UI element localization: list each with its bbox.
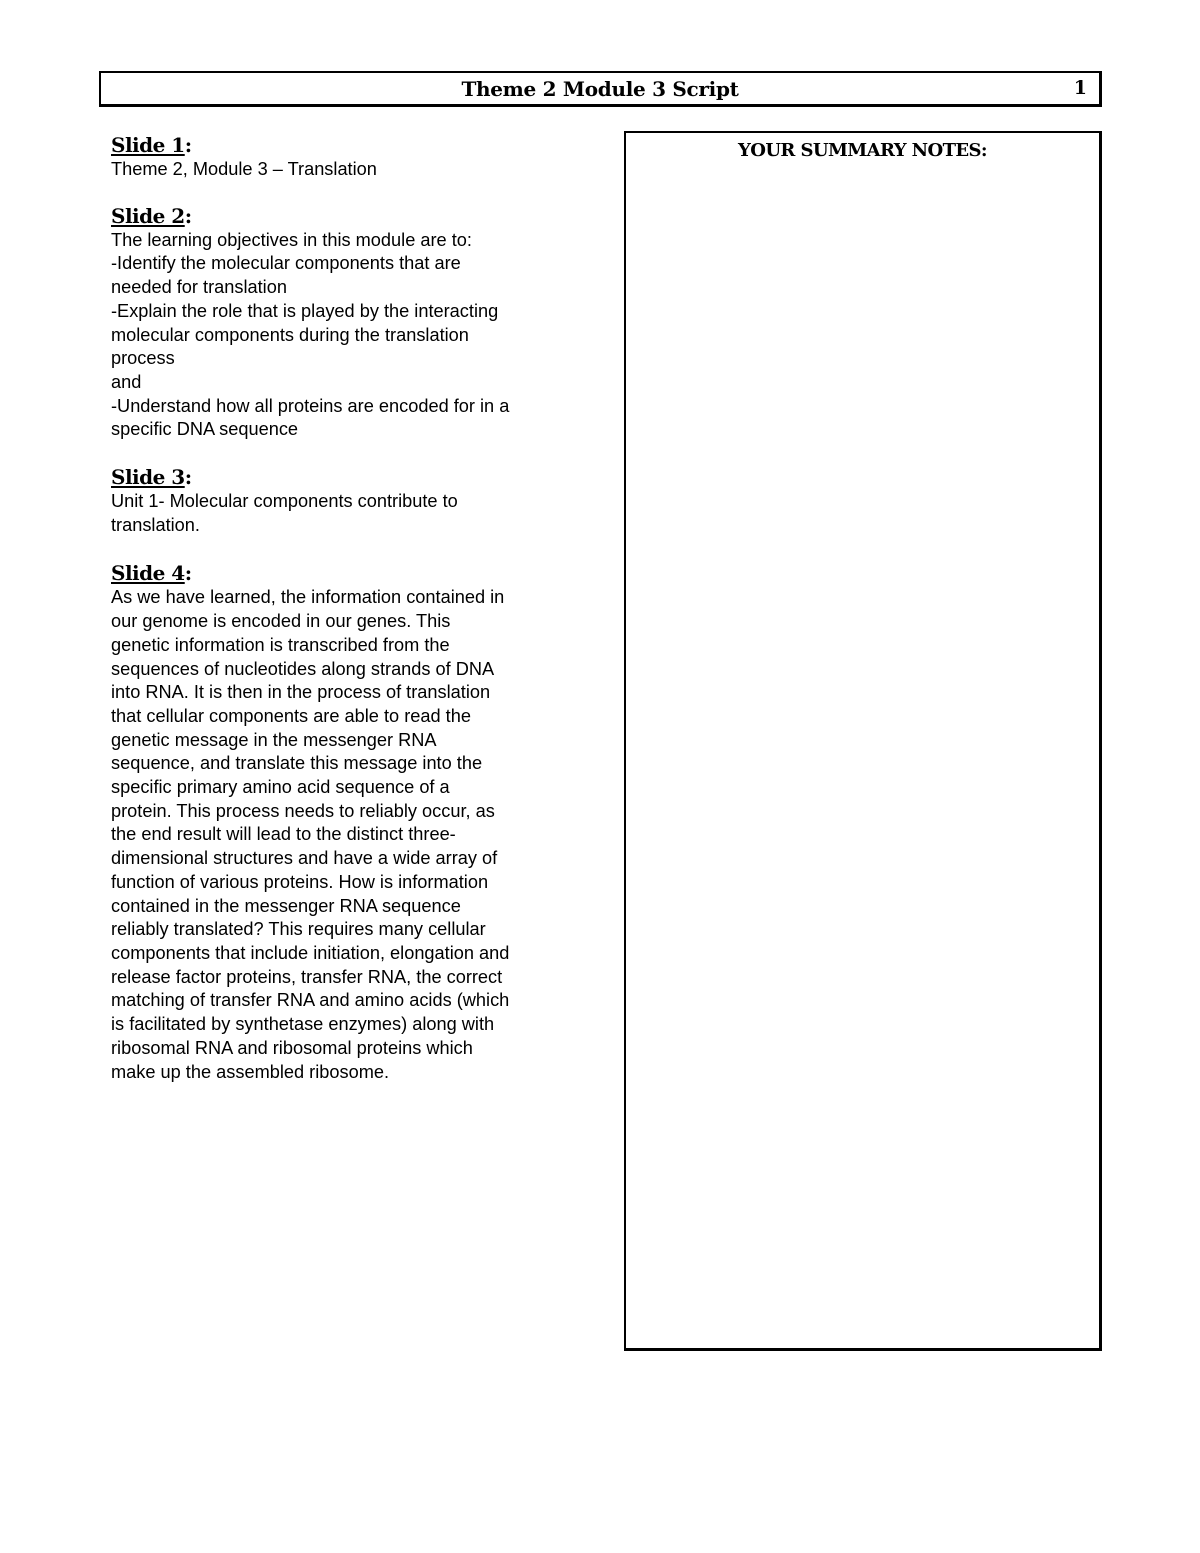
slide-section-2 — [111, 203, 581, 442]
summary-notes-box[interactable] — [624, 131, 1102, 1351]
slide-label: Slide 2 — [111, 203, 185, 228]
slide-section-4 — [111, 560, 581, 1084]
document-title: Theme 2 Module 3 Script — [461, 77, 739, 101]
slide-heading: Slide 2: — [111, 203, 192, 228]
slide-text: As we have learned, the information contained in our genome is encoded in our genes. This genetic information is transcribed from the sequences of nucleotides along strands of DNA into RNA. It is then in the process of translation that cellular components are able to read the genetic message in the messenger RNA sequence, and translate this message into the specific primary amino acid sequence of a protein. This process needs to reliably occur, as the end result will lead to the distinct three- dimensional structures and have a wide array of function of various proteins. How is information contained in the messenger RNA sequence reliably translated? This requires many cellular components that include initiation, elongation and release factor proteins, transfer RNA, the correct matching of transfer RNA and amino acids (which is facilitated by synthetase enzymes) along with ribosomal RNA and ribosomal proteins which make up the assembled ribosome. — [111, 587, 510, 1082]
slide-section-1 — [111, 132, 581, 182]
slide-label: Slide 4 — [111, 561, 185, 586]
script-column — [111, 132, 581, 1084]
page-number: 1 — [1073, 77, 1087, 99]
slide-text: The learning objectives in this module are to: -Identify the molecular components that are needed for translation -Explain the role that is played by the interacting molecular components during the translation process and -Understand how all proteins are encoded for in a specific DNA sequence — [111, 229, 510, 440]
slide-section-3 — [111, 464, 581, 537]
slide-heading: Slide 3: — [111, 465, 192, 490]
page-header — [99, 71, 1102, 107]
summary-notes-title: YOUR SUMMARY NOTES: — [738, 140, 987, 161]
slide-heading: Slide 1: — [111, 133, 192, 157]
slide-text: Theme 2, Module 3 – Translation — [111, 159, 377, 179]
slide-label: Slide 3 — [111, 465, 185, 490]
slide-label: Slide 1 — [111, 133, 185, 157]
slide-text: Unit 1- Molecular components contribute to translation. — [111, 491, 458, 535]
slide-heading: Slide 4: — [111, 561, 192, 586]
